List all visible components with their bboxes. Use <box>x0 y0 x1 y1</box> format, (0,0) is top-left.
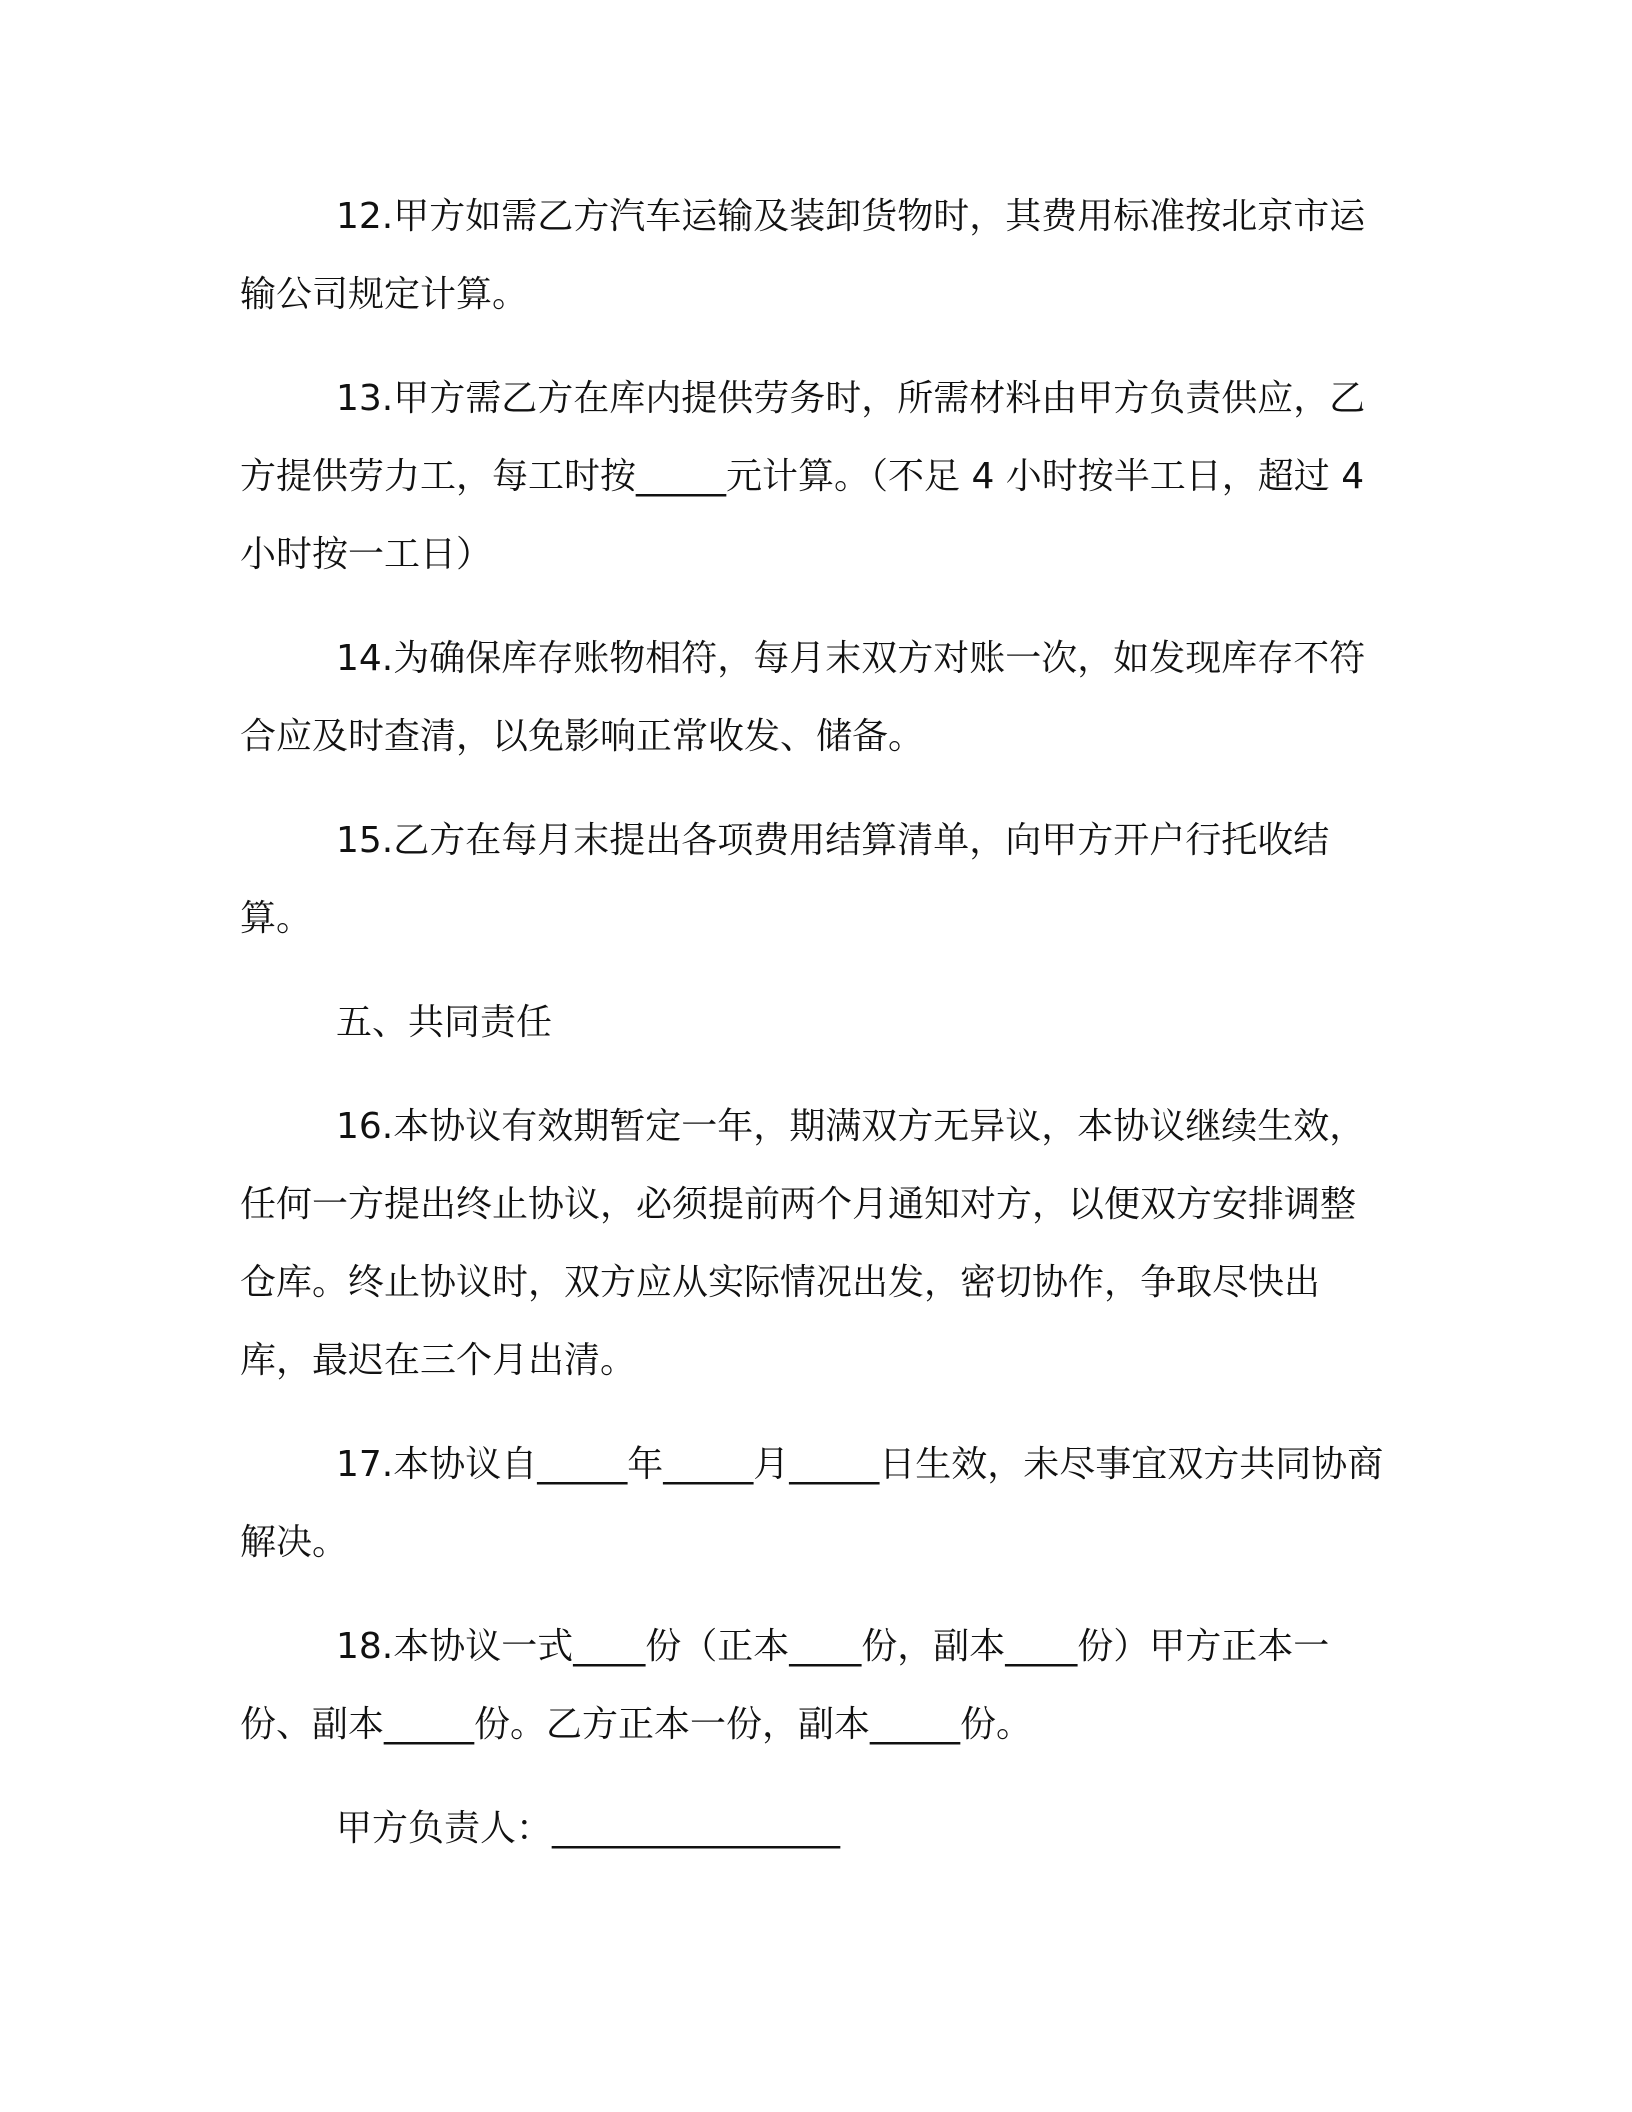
clause-14: 14.为确保库存账物相符，每月末双方对账一次，如发现库存不符合应及时查清，以免影响正常收发、储备。 <box>240 638 1366 757</box>
clause-18: 18.本协议一式____份（正本____份，副本____份）甲方正本一份、副本_____份。乙方正本一份，副本_____份。 <box>240 1626 1330 1745</box>
clause-17: 17.本协议自_____年_____月_____日生效，未尽事宜双方共同协商解决。 <box>240 1444 1384 1563</box>
party-a-signature-line: 甲方负责人：________________ <box>336 1808 841 1849</box>
document-page <box>240 178 1390 1868</box>
section-heading-shared-responsibility: 五、共同责任 <box>336 1002 553 1043</box>
clause-13: 13.甲方需乙方在库内提供劳务时，所需材料由甲方负责供应，乙方提供劳力工，每工时按_____元计算。（不足 4 小时按半工日，超过 4 小时按一工日） <box>240 378 1366 575</box>
clause-12: 12.甲方如需乙方汽车运输及装卸货物时，其费用标准按北京市运输公司规定计算。 <box>240 196 1366 315</box>
clause-16: 16.本协议有效期暂定一年，期满双方无异议，本协议继续生效，任何一方提出终止协议，必须提前两个月通知对方，以便双方安排调整仓库。终止协议时，双方应从实际情况出发，密切协作，争取尽快出库，最迟在三个月出清。 <box>240 1106 1366 1381</box>
clause-15: 15.乙方在每月末提出各项费用结算清单，向甲方开户行托收结算。 <box>240 820 1330 939</box>
